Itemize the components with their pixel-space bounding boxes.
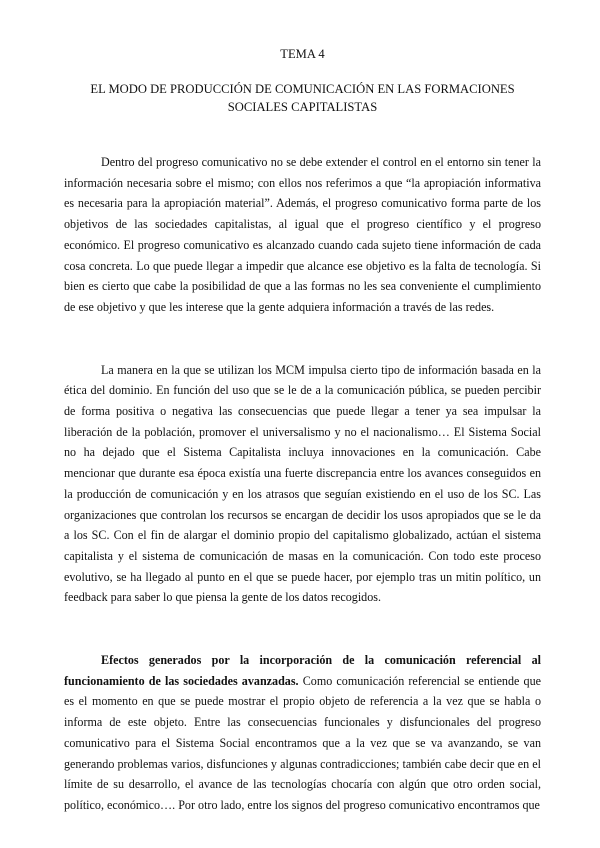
paragraph-gap bbox=[64, 318, 541, 360]
paragraph-body-text: Como comunicación referencial se entiende que es el momento en que se puede mostrar el propio objeto de referencia a la vez que se habla o informa de este objeto. Entre las consecuencias funcionales y disfuncionales del progreso comunicativo para el Sistema Social encontramos que a la vez que se va avanzando, se van generando problemas varios, disfunciones y algunas contradicciones; también cabe decir que en el límite de su desarrollo, el avance de las tecnologías chocaría con algún que otro orden social, político, económico…. Por otro lado, entre los signos del progreso comunicativo encontramos que bbox=[64, 673, 541, 812]
paragraph-lead-heading: Efectos generados por la incorporación de la comunicación referencial al funcionamiento de las sociedades avanzadas. bbox=[64, 653, 541, 688]
paragraph-gap bbox=[64, 608, 541, 650]
paragraph-progreso-comunicativo: Dentro del progreso comunicativo no se debe extender el control en el entorno sin tener la información necesaria sobre el mismo; con ellos nos referimos a que “la apropiación informativa es necesaria para la apropiación material”. Además, el progreso comunicativo forma parte de los objetivos de las sociedades capitalistas, al igual que el progreso científico y el progreso económico. El progreso comunicativo es alcanzado cuando cada sujeto tiene información de cada cosa concreta. Lo que puede llegar a impedir que alcance ese objetivo es la falta de tecnología. Si bien es cierto que cabe la posibilidad de que a las formas no les sea conveniente el cumplimiento de ese objetivo y que les interese que la gente adquiera información a través de las redes. bbox=[64, 155, 541, 314]
paragraph-uso-mcm: La manera en la que se utilizan los MCM impulsa cierto tipo de información basada en la ética del dominio. En función del uso que se le de a la comunicación pública, se pueden percibir de forma positiva o negativa las consecuencias que puede llegar a tener ya sea impulsar la liberación de la población, promover el universalismo y no el nacionalismo… El Sistema Social no ha dejado que el Sistema Capitalista incluya innovaciones en la comunicación. Cabe mencionar que durante esa época existía una fuerte discrepancia entre los avances conseguidos en la producción de comunicación y en los atrasos que seguían existiendo en el uso de los SC. Las organizaciones que controlan los recursos se encargan de decidir los usos apropiados que se le da a los SC. Con el fin de alargar el dominio propio del capitalismo globalizado, actúan el sistema capitalista y el sistema de comunicación de masas en la comunicación. Con todo este proceso evolutivo, se ha llegado al punto en el que se puede hacer, por ejemplo tras un mitin político, un feedback para saber lo que piensa la gente de los datos recogidos. bbox=[64, 362, 541, 605]
paragraph-comunicacion-referencial bbox=[64, 650, 541, 816]
chapter-number: TEMA 4 bbox=[280, 47, 325, 61]
chapter-title: EL MODO DE PRODUCCIÓN DE COMUNICACIÓN EN LAS FORMACIONES SOCIALES CAPITALISTAS bbox=[90, 82, 515, 114]
